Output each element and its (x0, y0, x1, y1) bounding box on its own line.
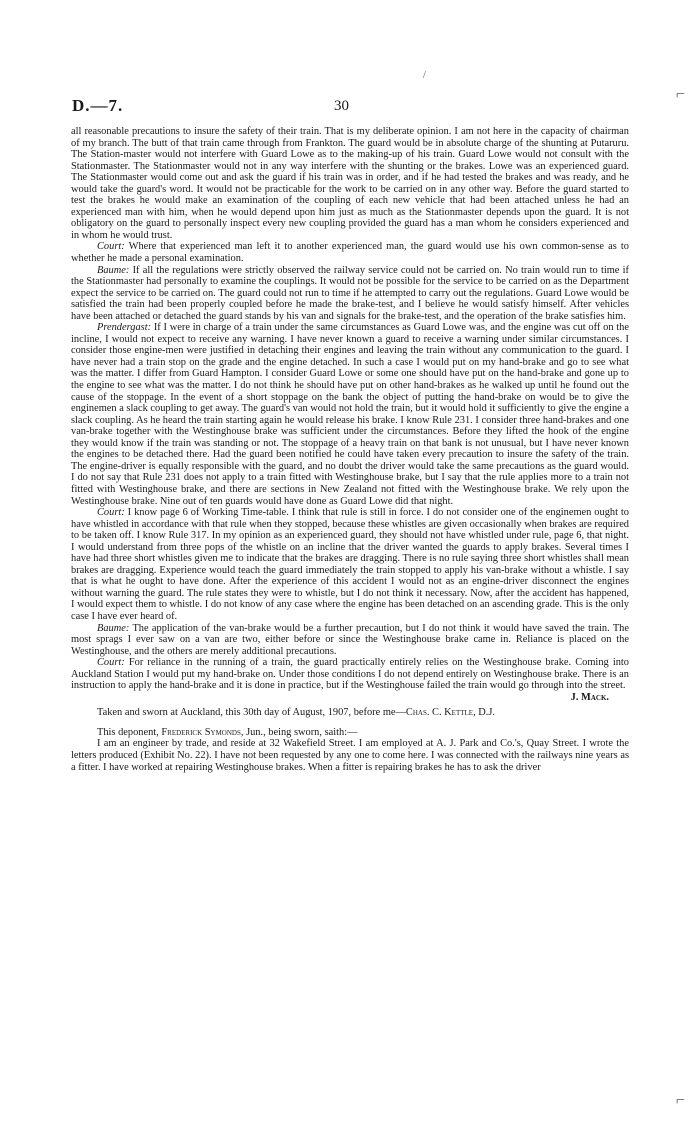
paragraph (71, 657, 629, 692)
speaker-label: Court: (97, 241, 125, 253)
page-number: 30 (334, 98, 349, 114)
oath-text: Taken and sworn at Auckland, this 30th day of August, 1907, before me— (97, 707, 406, 719)
speaker-label: Baume: (97, 264, 130, 276)
paragraph-text: I know page 6 of Working Time-table. I think that rule is still in force. I do not consider one of the enginemen ought to have whistled in accordance with that rule when they stopped, because these whistles are given occasionally when brakes are required to be taken off. I know Rule 317. In my opinion as an experienced guard, they should not have whistled under rule, page 6, that night. I would understand from three pops of the whistle on an incline that the driver wanted the guards to apply brakes. Several times I have had three short whistles given me to indicate that the brakes are dragging. There is no rule saying three short whistles shall mean brakes are dragging. Experience would teach the guard immediately the train stopped to apply his van-brake without a whistle. I say that is what he ought to have done. After the experience of this accident I would not as an engine-driver disconnect the engines without warning the guard. The rule states they were to whistle, but I do not think it necessary. Now, after the accident has happened, I would expect them to whistle. I do not know of any case where the engine has been detached on an ascending grade. This is the only case I have ever heard of. (71, 507, 629, 622)
paragraph-text: The application of the van-brake would be a further precaution, but I do not think it would have saved the train. The most sprags I ever saw on a van are two, either before or since the Westinghouse brake came in. Reliance is placed on the Westinghouse, and the others are merely additional precautions. (71, 622, 629, 657)
stray-mark-icon: / (423, 70, 426, 81)
justice-name: Chas. C. Kettle (405, 707, 474, 719)
oath-suffix: , D.J. (473, 707, 496, 719)
margin-mark-icon: ⌐ (676, 1092, 686, 1109)
paragraph-text: Where that experienced man left it to another experienced man, the guard would use his own common-sense as to whether he made a personal examination. (71, 241, 629, 265)
deponent-name: Frederick Symonds (161, 726, 241, 738)
paragraph (71, 738, 629, 773)
oath-line (71, 707, 629, 719)
margin-mark-icon: ⌐ (676, 86, 686, 103)
paragraph (71, 126, 629, 241)
paragraph (71, 507, 629, 622)
paragraph (71, 265, 629, 323)
paragraph-text: For reliance in the running of a train, the guard practically entirely relies on the Westinghouse brake. Coming into Auckland Station I would put my hand-brake on. Under those conditions I do not depend entirely on Westinghouse brake. There is an instruction to apply the hand-brake and it is done in practice, but if the Westinghouse failed the train would go through into the street. (71, 657, 629, 692)
speaker-label: Court: (97, 657, 125, 669)
body-text (71, 126, 629, 773)
paragraph (71, 241, 629, 264)
paragraph (71, 623, 629, 658)
paragraph-text: I am an engineer by trade, and reside at 32 Wakefield Street. I am employed at A. J. Park and Co.'s, Quay Street. I wrote the letters produced (Exhibit No. 22). I have not been requested by any one to come here. I was connected with the railways nine years as a fitter. I have worked at repairing Westinghouse brakes. When a fitter is repairing brakes he has to ask the driver (71, 738, 629, 773)
paragraph-text: all reasonable precautions to insure the safety of their train. That is my deliberate opinion. I am not here in the capacity of chairman of my branch. The butt of that train came through from Frankton. The guard would be in absolute charge of the shunting at Putaruru. The Station-master would not interfere with Guard Lowe as to the making-up of his train. Guard Lowe would not consult with the Stationmaster. The Stationmaster would not in any way interfere with the shunting or the brakes. Lowe was an experienced guard. The Stationmaster would come out and ask the guard if his train was in order, and if he had tested the brakes and was ready, and he would take the guard's word. It would not be practicable for the work to be carried on in any other way. Before the guard started to test the brakes he would make an examination of the coupling of each new vehicle that had been attached unless he had an experienced man with him, when he would depend upon him just as much as the Stationmaster depends upon the guard. It is not obligatory on the guard to personally inspect every new coupling provided the guard has a man whom he considers experienced and in whom he would trust. (71, 126, 629, 241)
speaker-label: Court: (97, 507, 125, 519)
deponent-intro-tail: , Jun., being sworn, saith:— (240, 726, 358, 738)
paragraph-text: If I were in charge of a train under the same circumstances as Guard Lowe was, and the engine was cut off on the incline, I would not expect to receive any warning. I have never known a guard to receive a warning under similar circumstances. I consider those engine-men were justified in detaching their engines and leaving the train without any communication to the guard. I have never had a train stop on the grade and the engine detached. In such a case I would put on my hand-brake and go to see what was the matter. I differ from Guard Hampton. I consider Guard Lowe or some one should have put on the hand-brake and gone up to the engine to see what was the matter. I do not think he should have put on other hand-brakes as he walked up until he found out the cause of the stoppage. In the event of a short stoppage on the bank the object of putting the hand-brake on would be to give the enginemen a slack coupling to get away. The guard's van would not hold the train, but it would hold it sufficiently to give the engine a slack coupling. As he heard the train starting again he would release his brake. I know Rule 231. I consider three hand-brakes and one van-brake together with the Westinghouse brake was sufficient under the circumstances. Before they lifted the hook of the engine they would know if the train was standing or not. The stoppage of a heavy train on that bank is not unusual, but I have never known the engines to be detached there. Had the guard been notified he could have taken every precaution to insure the safety of the train. The engine-driver is equally responsible with the guard, and no doubt the driver would take the same precautions as the guard would. I do not say that Rule 231 does not apply to a train fitted with Westinghouse brake, but I say that the rule applies more to a train not fitted with Westinghouse brake, and there are sections in New Zealand not fitted with the Westinghouse brake. We rely upon the Westinghouse brake. Nine out of ten guards would have done as Guard Lowe did that night. (71, 322, 629, 507)
witness-signature: J. Mack. (570, 691, 609, 703)
page-header (0, 96, 700, 120)
paragraph (71, 322, 629, 507)
speaker-label: Prendergast: (97, 322, 152, 334)
paragraph-text: If all the regulations were strictly observed the railway service could not be carried on. No train would run to time if the Stationmaster had personally to examine the couplings. It would not be possible for the service to be carried on as the Department expect the service to be carried on. The guard could not run to time if he attempted to carry out the regulations. Guard Lowe would be satisfied the train had been properly coupled before he made the brake-test, and I believe he would satisfy himself. After vehicles have been attached or detached the guard stands by his van and signals for the brake-test, and the operation of the brake satisfies him. (71, 264, 629, 322)
speaker-label: Baume: (97, 622, 130, 634)
deponent-intro (71, 727, 629, 739)
document-id: D.—7. (72, 96, 124, 115)
deponent-intro-text: This deponent, (97, 726, 159, 738)
